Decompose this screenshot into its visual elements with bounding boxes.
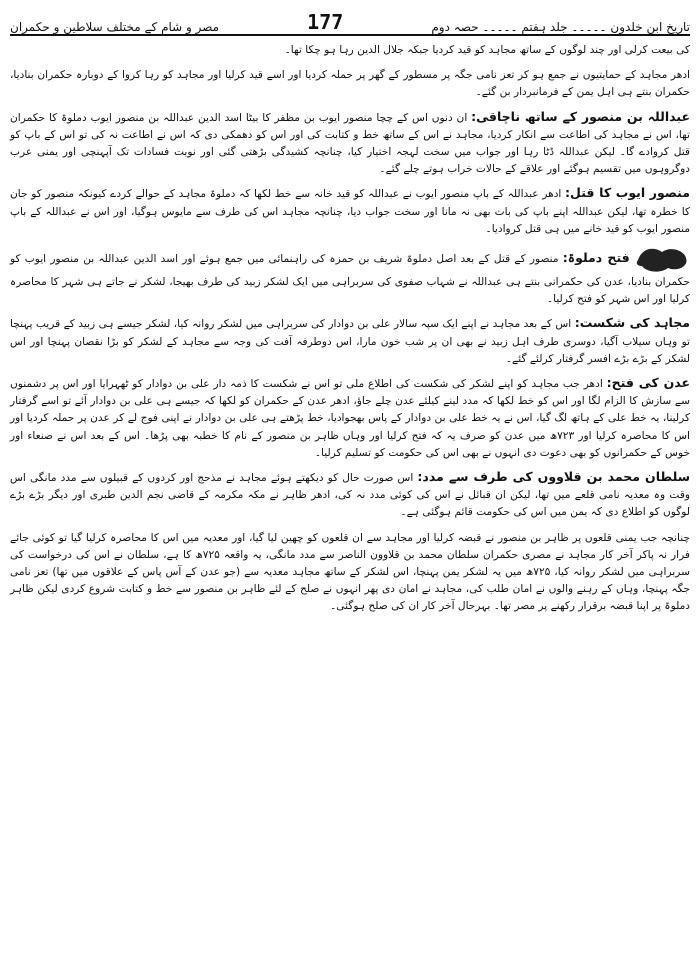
running-header <box>10 6 690 36</box>
paragraph-5: فتح دملوۃ: منصور کے قتل کے بعد اصل دملوۃ شریف بن حمزہ کی راہنمائی میں جمع ہوئے اور اسد الدین عبداللہ بن منصور ایوب کو حکمران بنادیا، عدن کی حکمرانی بنتے ہی عبداللہ نے شہاب صفوی کی سربراہی میں ایک لشکر زبید کی طرف بھیجا، لشکر نے جاتے ہی شہر کا محاصرہ کرلیا اور اس شہر کو فتح کرلیا۔ <box>10 244 690 308</box>
page-number: 177 <box>307 10 344 34</box>
paragraph-8: سلطان محمد بن قلاووں کی طرف سے مدد: اس صورت حال کو دیکھتے ہوئے مجاہد نے مذحج اور کردوں کے قبیلوں سے مدد مانگی اس وقت وہ معدیہ نامی قلعے میں تھا، لیکن ان قبائل نے اس کی کوئی مدد نہ کی، ادھر ظاہر نے مکہ مکرمہ کے قاضی نجم الدین طبری اور دیگر بڑے بڑے لوگوں کو اطلاع دی کہ یمن میں اس کی حکومت قائم ہوگئی ہے۔ <box>10 469 690 519</box>
ink-blot-decoration <box>634 244 690 274</box>
section-heading: مجاہد کی شکست: <box>574 315 690 331</box>
header-chapter-title: مصر و شام کے مختلف سلاطین و حکمران <box>10 20 220 34</box>
paragraph-3: عبداللہ بن منصور کے ساتھ ناچاقی: ان دنوں اس کے چچا منصور ایوب بن مظفر کا بیٹا اسد الدین عبداللہ بن منصور ایوب دملوۃ کا حکمران تھا، اس نے مجاہد کی اطاعت سے انکار کردیا، مجاہد نے اس کے ساتھ خط و کتابت کی اور اس کو دھمکی دی کہ اس نے اطاعت نہ کی تو اس کے باپ کو قتل کروادے گا۔ لیکن عبداللہ ڈٹا رہا اور جواب میں سخت لہجہ اختیار کیا، چنانچہ کشیدگی بڑھتی گئی اور نوبت فسادات تک آپہنچی اور یمنی عرب دوگروہوں میں تقسیم ہوگئے اور علاقے کے حالات خراب ہوتے چلے گئے۔ <box>10 108 690 176</box>
paragraph-2: ادھر مجاہد کے حمایتیوں نے جمع ہو کر تعز نامی جگہ پر مسطور کے گھر پر حملہ کردیا اور اسے قید کرلیا اور مجاہد کو رہا کروا کے دوبارہ حکمران بنادیا، حکمران بنتے ہی اہل یمن کے فرمانبردار بن گئے۔ <box>10 69 690 99</box>
section-heading: عبداللہ بن منصور کے ساتھ ناچاقی: <box>471 108 690 124</box>
paragraph-7: عدن کی فتح: ادھر جب مجاہد کو اپنے لشکر کی شکست کی اطلاع ملی تو اس نے شکست کا ذمہ دار علی بن دوادار کو ٹھہرایا اور اس پر دشمنوں سے سازش کا الزام لگا اور اس کو خط لکھا کہ مدد لینے کیلئے عدن چلے جاؤ، ادھر عدن کے حکمران کو لکھا کہ جیسے ہی علی بن دوادار آئے تو اسے گرفتار کرلینا، یہ خط علی کے ہاتھ لگ گیا، اس نے یہ خط علی بن دوادار کے پاس بھجوادیا، خط پڑھتے ہی علی بن دوادار نے اپنی فوج لے کر عدن پر حملہ کردیا اور اس کا محاصرہ کرلیا اور ۷۲۳ھ میں عدن کو صرف یہ کہ فتح کرلیا اور وہاں ظاہر بن منصور کے نام کا خطبہ بھی پڑھا۔ اس کے بعد اس نے صنعاء اور خوس کے حکمرانوں کو بھی دعوت دی انہوں نے بھی اس کی حکومت کو تسلیم کرلیا۔ <box>10 375 690 459</box>
section-heading: منصور ایوب کا قتل: <box>565 185 690 201</box>
paragraph-4: منصور ایوب کا قتل: ادھر عبداللہ کے باپ منصور ایوب نے عبداللہ کو قید خانہ سے خط لکھا کہ دملوۃ مجاہد کے حوالے کردے کیونکہ منصور کو جان کا خطرہ تھا، لیکن عبداللہ اپنے باپ کی بات بھی نہ مانا اور سخت جواب دیا، چنانچہ مجاہد اس کی طرف سے مایوس ہوگیا، اور اس نے عبداللہ کے باپ منصور ایوب کو قید خانے میں ہی قتل کروادیا۔ <box>10 185 690 235</box>
section-heading: سلطان محمد بن قلاووں کی طرف سے مدد: <box>417 469 690 485</box>
header-book-title: تاریخ ابن خلدون ۔۔۔۔۔ جلد ہفتم ۔۔۔۔۔ حصہ دوم <box>431 20 690 34</box>
section-heading: عدن کی فتح: <box>606 375 690 391</box>
document-body <box>10 40 690 616</box>
section-heading: فتح دملوۃ: <box>562 250 630 266</box>
paragraph-6: مجاہد کی شکست: اس کے بعد مجاہد نے اپنے ایک سپہ سالار علی بن دوادار کی سربراہی میں لشکر روانہ کیا، لشکر جیسے ہی زبید کے قریب پہنچا تو وہاں سیلاب آگیا، دوسری طرف اہل زبید نے بھی ان پر شب خون مارا، اس دوطرفہ آفت کی وجہ سے مجاہد کے لشکر کو بڑا نقصان پہنچا اور اس لشکر کے بڑے بڑے افسر گرفتار کرلئے گئے۔ <box>10 315 690 365</box>
paragraph-9: چنانچہ جب یمنی قلعوں پر ظاہر بن منصور نے قبضہ کرلیا اور مجاہد سے ان قلعوں کو چھین لیا گیا، اور معدیہ میں اس کا محاصرہ کرلیا گیا تو کوئی جائے فرار نہ پاکر آخر کار مجاہد نے مصری حکمران سلطان محمد بن قلاوون الناصر سے مدد مانگی، یہ واقعہ ۷۲۵ھ کا ہے، سلطان نے اس کی درخواست کی سربراہی میں لشکر روانہ کیا، ۷۲۵ھ میں یہ لشکر یمن پہنچا، اس لشکر کے ساتھ مجاہد معدیہ سے (جو عدن کے آس پاس کے علاقوں میں تھا) تعز نامی جگہ پہنچا، وہاں کے رہنے والوں نے امان طلب کی، مجاہد نے امان دی پھر انہوں نے صلح کے لئے ظاہر بن منصور سے خط و کتابت شروع کردی لیکن ظاہر دملوۃ پر اپنا قبضہ برقرار رکھنے پر مصر تھا۔ بہرحال آخر کار ان کی صلح ہوگئی۔ <box>10 531 690 613</box>
paragraph-1: کی بیعت کرلی اور چند لوگوں کے ساتھ مجاہد کو قید کردیا جبکہ جلال الدین رہا ہو چکا تھا۔ <box>284 44 690 56</box>
